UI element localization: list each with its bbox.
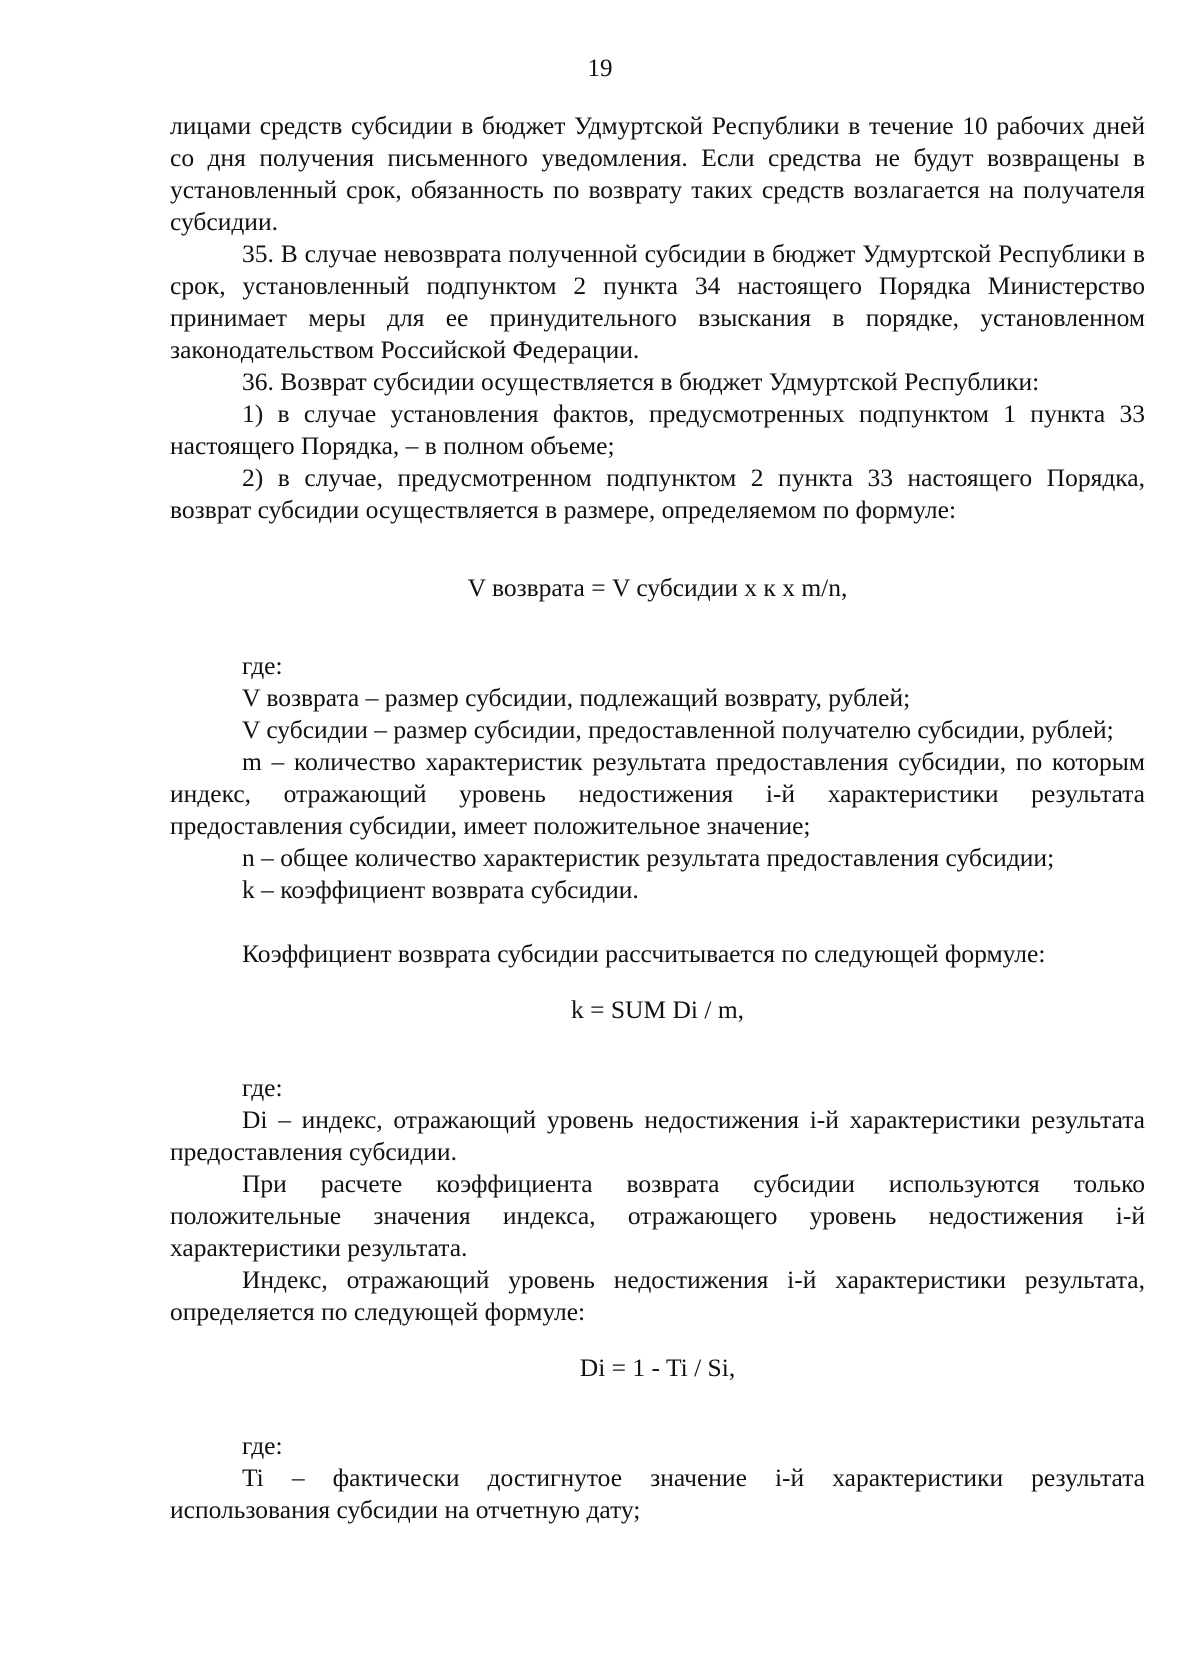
paragraph-35: 35. В случае невозврата полученной субсидии в бюджет Удмуртской Республики в срок, установленный подпунктом 2 пункта 34 настоящего Порядка Министерство принимает меры для ее принудительного взыскания в порядке, установленном законодательством Российской Федерации. <box>170 239 1145 364</box>
where-label: где: <box>242 1431 283 1460</box>
document-body <box>170 110 1145 1526</box>
formula-di: Di = 1 - Ti / Si, <box>579 1353 736 1382</box>
definition-v-subsidy: V субсидии – размер субсидии, предоставленной получателю субсидии, рублей; <box>242 715 1114 744</box>
formula-k: k = SUM Di / m, <box>570 995 745 1024</box>
paragraph-36-item-1: 1) в случае установления фактов, предусмотренных подпунктом 1 пункта 33 настоящего Порядка, – в полном объеме; <box>170 399 1145 460</box>
paragraph-36: 36. Возврат субсидии осуществляется в бюджет Удмуртской Республики: <box>242 367 1040 396</box>
paragraph-continuation: лицами средств субсидии в бюджет Удмуртской Республики в течение 10 рабочих дней со дня получения письменного уведомления. Если средства не будут возвращены в установленный срок, обязанность по возврату таких средств возлагается на получателя субсидии. <box>170 111 1145 236</box>
definition-di: Di – индекс, отражающий уровень недостижения i-й характеристики результата предоставления субсидии. <box>170 1105 1145 1166</box>
definition-m: m – количество характеристик результата предоставления субсидии, по которым индекс, отражающий уровень недостижения i-й характеристики результата предоставления субсидии, имеет положительное значение; <box>170 747 1145 840</box>
definition-n: n – общее количество характеристик результата предоставления субсидии; <box>242 843 1055 872</box>
di-formula-intro: Индекс, отражающий уровень недостижения i-й характеристики результата, определяется по следующей формуле: <box>170 1265 1145 1326</box>
k-formula-intro: Коэффициент возврата субсидии рассчитывается по следующей формуле: <box>242 939 1046 968</box>
where-label: где: <box>242 1073 283 1102</box>
formula-return-amount: V возврата = V субсидии x к x m/n, <box>467 573 848 602</box>
paragraph-36-item-2: 2) в случае, предусмотренном подпунктом 2 пункта 33 настоящего Порядка, возврат субсидии осуществляется в размере, определяемом по формуле: <box>170 463 1145 524</box>
definition-v-return: V возврата – размер субсидии, подлежащий возврату, рублей; <box>242 683 911 712</box>
page-number: 19 <box>587 55 613 82</box>
where-label: где: <box>242 651 283 680</box>
definition-k: k – коэффициент возврата субсидии. <box>242 875 639 904</box>
k-calculation-note: При расчете коэффициента возврата субсидии используются только положительные значения индекса, отражающего уровень недостижения i-й характеристики результата. <box>170 1169 1145 1262</box>
definition-ti: Ti – фактически достигнутое значение i-й характеристики результата использования субсидии на отчетную дату; <box>170 1463 1145 1524</box>
